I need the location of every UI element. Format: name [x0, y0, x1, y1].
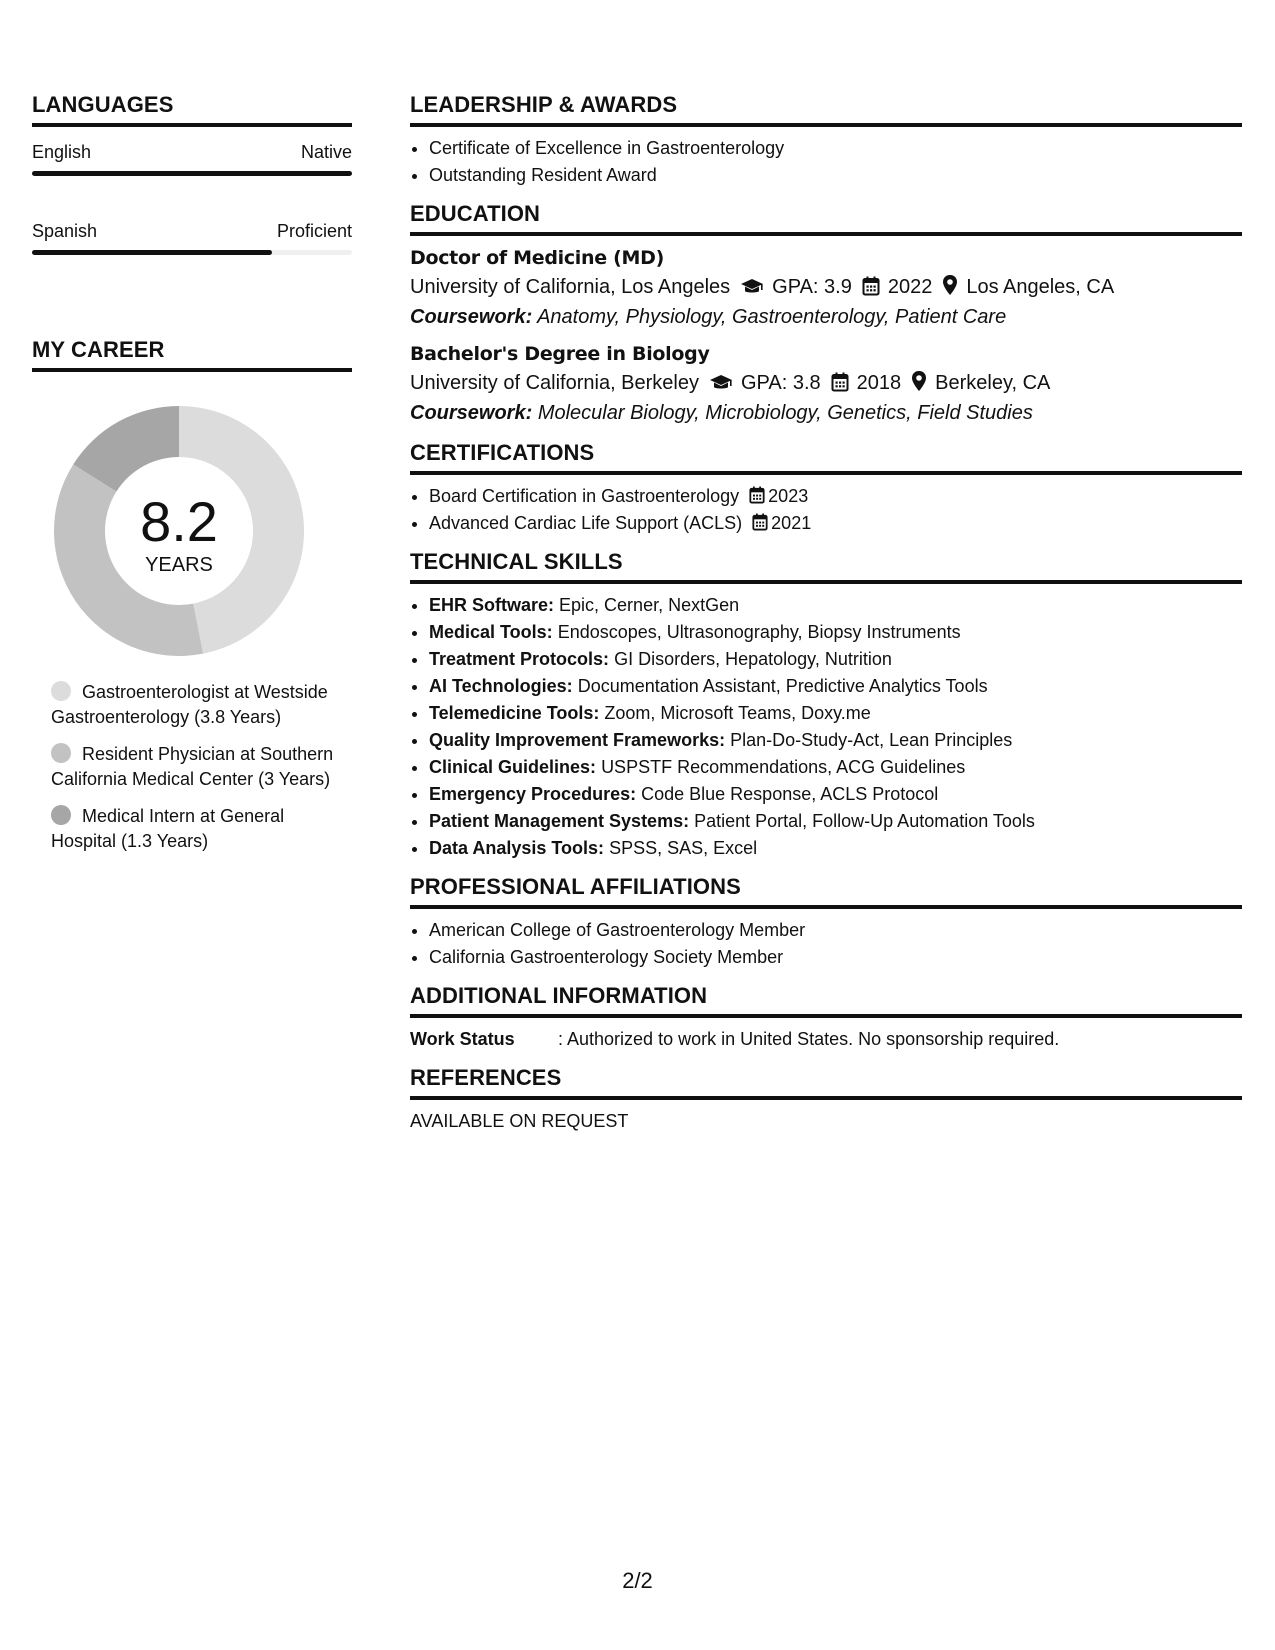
- language-proficiency-bar: [32, 171, 352, 176]
- affiliations-heading: PROFESSIONAL AFFILIATIONS: [410, 874, 1242, 909]
- language-proficiency-fill: [32, 171, 352, 176]
- coursework: [410, 302, 1242, 332]
- language-name: English: [32, 142, 92, 162]
- legend-label: Gastroenterologist at Westside Gastroenterology (3.8 Years): [51, 682, 328, 727]
- legend-label: Resident Physician at Southern California Medical Center (3 Years): [51, 744, 334, 789]
- skill-item: [429, 619, 1242, 646]
- additional-heading: ADDITIONAL INFORMATION: [410, 983, 1242, 1018]
- skill-item: [429, 592, 1242, 619]
- language-name: Spanish: [32, 221, 98, 241]
- skill-value: Zoom, Microsoft Teams, Doxy.me: [604, 703, 871, 723]
- skill-label: Treatment Protocols:: [429, 649, 610, 669]
- skill-value: Endoscopes, Ultrasonography, Biopsy Instruments: [557, 622, 961, 642]
- skill-label: Clinical Guidelines:: [429, 757, 597, 777]
- language-item: [32, 220, 352, 255]
- calendar-icon: [752, 513, 768, 531]
- skills-list: [410, 592, 1242, 862]
- legend-item: [51, 680, 341, 730]
- skill-label: EHR Software:: [429, 595, 555, 615]
- skill-label: Quality Improvement Frameworks:: [429, 730, 726, 750]
- skill-value: GI Disorders, Hepatology, Nutrition: [614, 649, 892, 669]
- right-column: [410, 92, 1242, 1147]
- skill-value: Code Blue Response, ACLS Protocol: [641, 784, 939, 804]
- language-level: Proficient: [276, 221, 352, 241]
- certifications-section: [410, 440, 1242, 537]
- skill-item: [429, 781, 1242, 808]
- calendar-icon: [862, 276, 880, 296]
- calendar-icon: [749, 486, 765, 504]
- references-heading: REFERENCES: [410, 1065, 1242, 1100]
- gpa: GPA: 3.9: [772, 276, 852, 298]
- legend-item: [51, 742, 341, 792]
- skill-value: Documentation Assistant, Predictive Analytics Tools: [577, 676, 988, 696]
- education-heading: EDUCATION: [410, 201, 1242, 236]
- education-meta: [410, 272, 1242, 302]
- degree-title: Doctor of Medicine (MD): [410, 247, 664, 269]
- school-name: University of California, Berkeley: [410, 372, 699, 394]
- career-section: [32, 337, 352, 854]
- language-item: [32, 141, 352, 176]
- skill-value: USPSTF Recommendations, ACG Guidelines: [601, 757, 966, 777]
- list-item: • American College of Gastroenterology Member: [429, 917, 1242, 944]
- skill-value: Plan-Do-Study-Act, Lean Principles: [730, 730, 1013, 750]
- affiliations-list: [410, 917, 1242, 971]
- skill-label: Telemedicine Tools:: [429, 703, 600, 723]
- languages-heading: LANGUAGES: [32, 92, 352, 127]
- degree-title: Bachelor's Degree in Biology: [410, 343, 710, 365]
- leadership-heading: LEADERSHIP & AWARDS: [410, 92, 1242, 127]
- coursework-value: Molecular Biology, Microbiology, Genetics, Field Studies: [537, 402, 1033, 424]
- skill-item: [429, 673, 1242, 700]
- skill-label: Emergency Procedures:: [429, 784, 637, 804]
- certifications-heading: CERTIFICATIONS: [410, 440, 1242, 475]
- school-location: Los Angeles, CA: [966, 276, 1115, 298]
- skill-value: Patient Portal, Follow-Up Automation Tools: [694, 811, 1035, 831]
- coursework-label: Coursework:: [410, 402, 533, 424]
- language-proficiency-bar: [32, 250, 352, 255]
- coursework-value: Anatomy, Physiology, Gastroenterology, Patient Care: [537, 306, 1007, 328]
- list-item: • Certificate of Excellence in Gastroenterology: [429, 135, 1242, 162]
- skill-value: SPSS, SAS, Excel: [609, 838, 758, 858]
- skill-label: Medical Tools:: [429, 622, 553, 642]
- career-donut-chart: [54, 406, 304, 656]
- education-item: [410, 342, 1242, 428]
- references-text: AVAILABLE ON REQUEST: [410, 1111, 629, 1131]
- leadership-section: [410, 92, 1242, 189]
- additional-section: [410, 983, 1242, 1053]
- affiliations-section: [410, 874, 1242, 971]
- legend-label: Medical Intern at General Hospital (1.3 Years): [51, 806, 285, 851]
- graduation-cap-icon: [740, 278, 764, 296]
- school-name: University of California, Los Angeles: [410, 276, 731, 298]
- skill-label: AI Technologies:: [429, 676, 573, 696]
- education-section: [410, 201, 1242, 428]
- skill-label: Patient Management Systems:: [429, 811, 690, 831]
- references-section: [410, 1065, 1242, 1135]
- work-status-label: Work Status: [410, 1029, 515, 1049]
- gpa: GPA: 3.8: [741, 372, 821, 394]
- coursework-label: Coursework:: [410, 306, 533, 328]
- skill-label: Data Analysis Tools:: [429, 838, 605, 858]
- work-status-value: : Authorized to work in United States. No sponsorship required.: [558, 1029, 1060, 1049]
- legend-swatch: [51, 743, 71, 763]
- certification-name: Board Certification in Gastroenterology: [429, 486, 740, 506]
- location-pin-icon: [911, 370, 927, 392]
- certification-year: 2023: [768, 486, 809, 506]
- work-status-row: [410, 1026, 1242, 1053]
- certification-year: 2021: [771, 513, 812, 533]
- leadership-list: [410, 135, 1242, 189]
- years-label: YEARS: [145, 554, 213, 576]
- certification-name: Advanced Cardiac Life Support (ACLS): [429, 513, 743, 533]
- calendar-icon: [831, 372, 849, 392]
- skill-item: [429, 700, 1242, 727]
- donut-center: [54, 406, 304, 656]
- total-years: 8.2: [140, 490, 218, 553]
- legend-swatch: [51, 681, 71, 701]
- certification-item: [429, 510, 1242, 537]
- education-meta: [410, 368, 1242, 398]
- language-level: Native: [300, 142, 352, 162]
- graduation-year: 2018: [856, 372, 902, 394]
- legend-item: [51, 804, 341, 854]
- language-proficiency-fill: [32, 250, 272, 255]
- skill-item: [429, 727, 1242, 754]
- left-column: [32, 92, 352, 866]
- skill-item: [429, 754, 1242, 781]
- skills-heading: TECHNICAL SKILLS: [410, 549, 1242, 584]
- career-heading: MY CAREER: [32, 337, 352, 372]
- skill-item: [429, 835, 1242, 862]
- school-location: Berkeley, CA: [935, 372, 1051, 394]
- skill-item: [429, 646, 1242, 673]
- legend-swatch: [51, 805, 71, 825]
- coursework: [410, 398, 1242, 428]
- skill-item: [429, 808, 1242, 835]
- page-number: 2/2: [622, 1568, 653, 1593]
- career-legend: [51, 680, 341, 854]
- education-item: [410, 246, 1242, 332]
- certifications-list: [410, 483, 1242, 537]
- certification-item: [429, 483, 1242, 510]
- graduation-year: 2022: [887, 276, 933, 298]
- skills-section: [410, 549, 1242, 862]
- graduation-cap-icon: [709, 374, 733, 392]
- list-item: • Outstanding Resident Award: [429, 162, 1242, 189]
- languages-section: [32, 92, 352, 255]
- list-item: • California Gastroenterology Society Member: [429, 944, 1242, 971]
- location-pin-icon: [942, 274, 958, 296]
- skill-value: Epic, Cerner, NextGen: [559, 595, 740, 615]
